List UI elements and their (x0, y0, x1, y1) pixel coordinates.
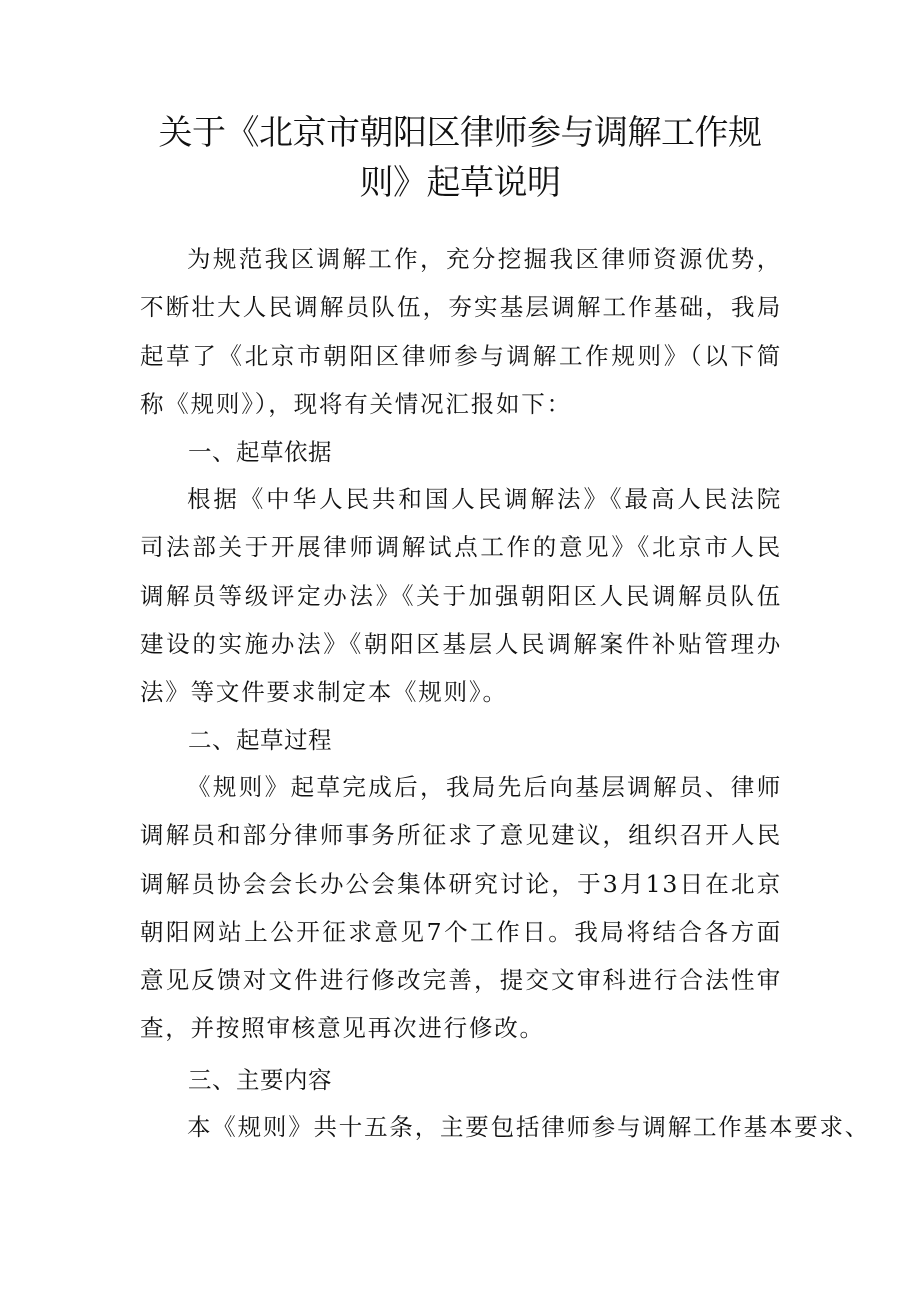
document-title (100, 108, 820, 208)
section-body-process: 《规则》起草完成后，我局先后向基层调解员、律师调解员和部分律师事务所征求了意见建议，组织召开人民调解员协会会长办公会集体研究讨论，于3月13日在北京朝阳网站上公开征求意见7个工作日。我局将结合各方面意见反馈对文件进行修改完善，提交文审科进行合法性审查，并按照审核意见再次进行修改。 (140, 773, 782, 1043)
section-heading-basis: 一、起草依据 (188, 438, 332, 466)
title-line-1: 关于《北京市朝阳区律师参与调解工作规 (158, 113, 762, 153)
section-body-content: 本《规则》共十五条，主要包括律师参与调解工作基本要求、 (187, 1113, 871, 1141)
section-heading-process: 二、起草过程 (188, 726, 332, 754)
section-body-basis: 根据《中华人民共和国人民调解法》《最高人民法院司法部关于开展律师调解试点工作的意见》《北京市人民调解员等级评定办法》《关于加强朝阳区人民调解员队伍建设的实施办法》《朝阳区基层人民调解案件补贴管理办法》等文件要求制定本《规则》。 (140, 485, 782, 707)
title-line-2: 则》起草说明 (359, 163, 561, 203)
intro-paragraph: 为规范我区调解工作，充分挖掘我区律师资源优势，不断壮大人民调解员队伍，夯实基层调解工作基础，我局起草了《北京市朝阳区律师参与调解工作规则》（以下简称《规则》），现将有关情况汇报如下： (140, 245, 782, 418)
section-heading-content: 三、主要内容 (188, 1066, 332, 1094)
